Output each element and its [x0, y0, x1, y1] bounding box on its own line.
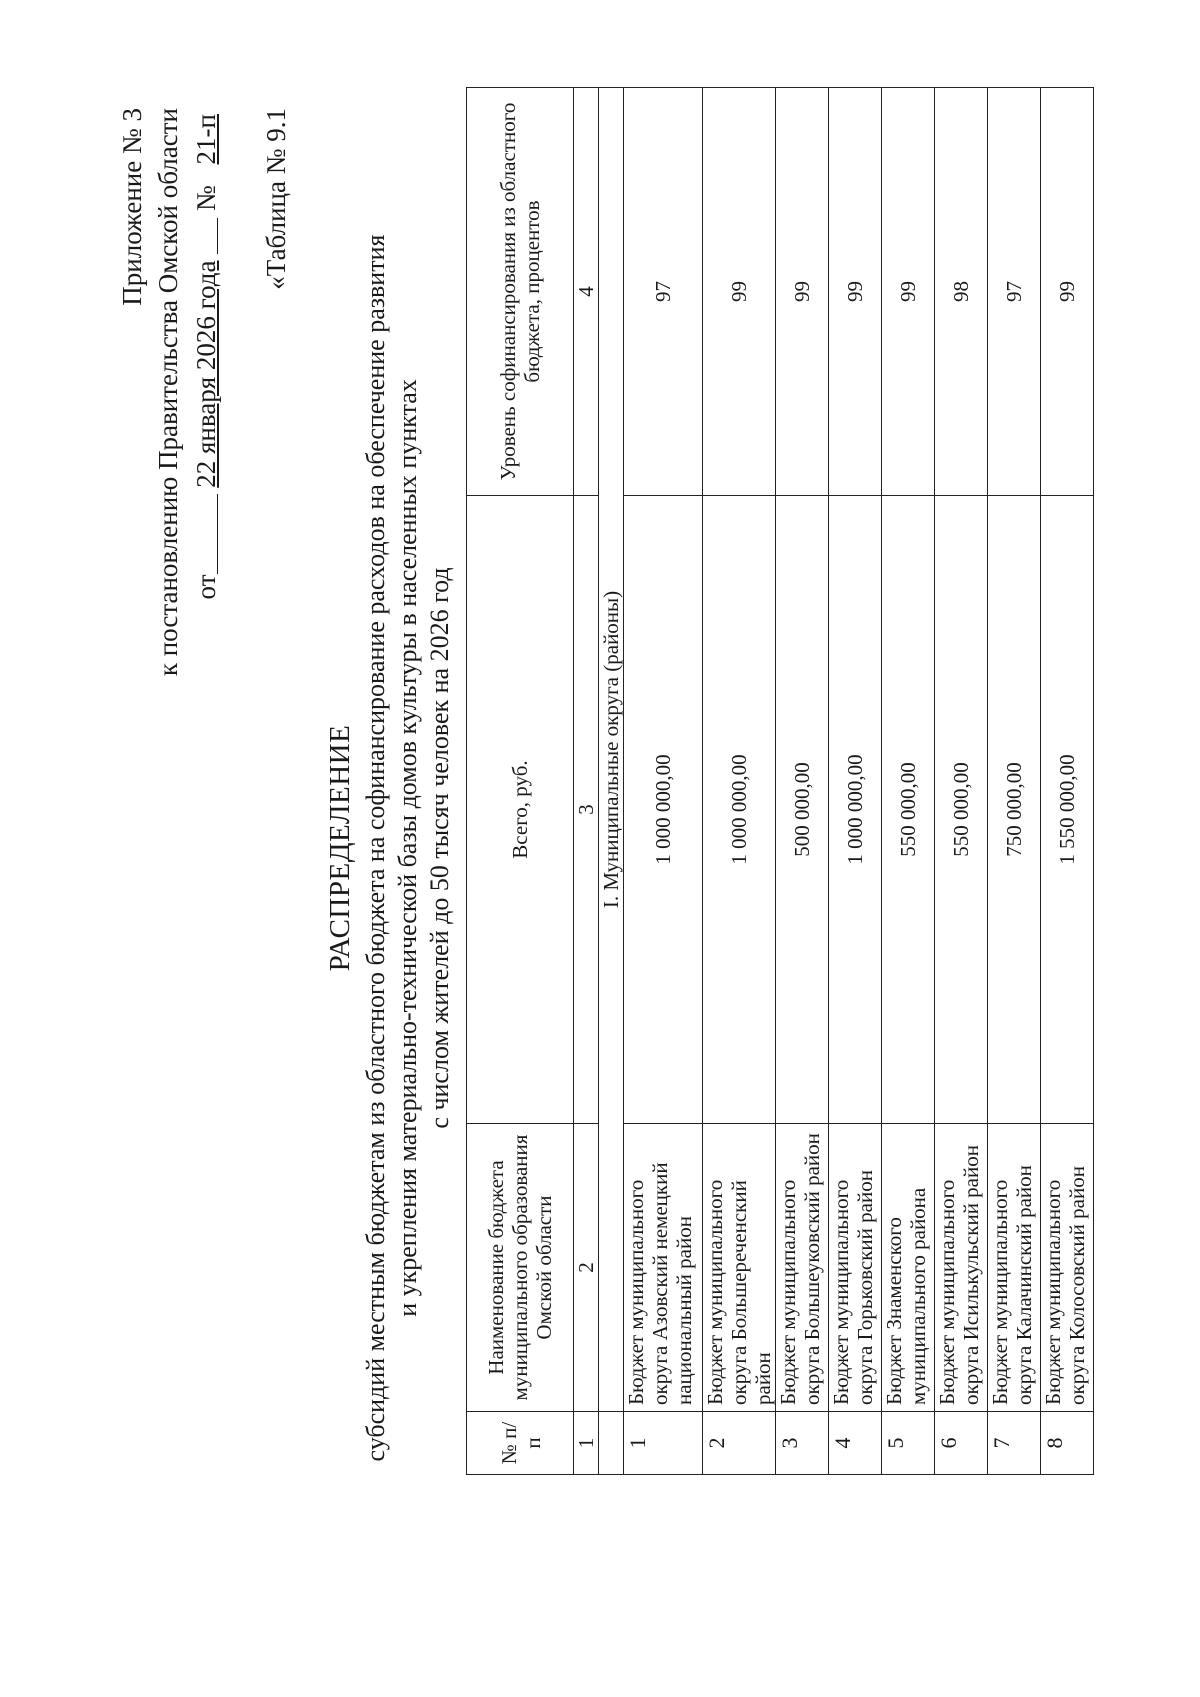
row-level: 99: [1041, 88, 1094, 496]
table-row: [1041, 88, 1094, 1475]
row-no: 1: [624, 1412, 703, 1475]
col-header-no: № п/п: [467, 1412, 574, 1475]
table-row: [829, 88, 882, 1475]
table-row: [624, 88, 703, 1475]
row-total: 1 000 000,00: [703, 496, 776, 1124]
table-row: [703, 88, 776, 1475]
resolution-number: 21-п: [191, 114, 221, 165]
row-total: 1 000 000,00: [624, 496, 703, 1124]
row-budget-name: Бюджет муниципального округа Калачинский район: [988, 1124, 1041, 1412]
row-level: 98: [935, 88, 988, 496]
row-level: 99: [882, 88, 935, 496]
row-no: 6: [935, 1412, 988, 1475]
appendix-title: Приложение № 3: [117, 108, 147, 306]
table-row: [776, 88, 829, 1475]
subtitle-line: с числом жителей до 50 тысяч человек на 2026 год: [425, 567, 454, 1129]
col-number: 3: [574, 496, 599, 1124]
row-budget-name: Бюджет муниципального округа Колосовский район: [1041, 1124, 1094, 1412]
row-total: 500 000,00: [776, 496, 829, 1124]
row-no: 5: [882, 1412, 935, 1475]
row-level: 99: [703, 88, 776, 496]
number-label: №: [191, 185, 221, 211]
table-row: [988, 88, 1041, 1475]
document-title: РАСПРЕДЕЛЕНИЕ: [324, 724, 356, 972]
row-budget-name: Бюджет муниципального округа Горьковский район: [829, 1124, 882, 1412]
appendix-reference: к постановлению Правительства Омской области: [153, 108, 183, 677]
col-number: 1: [574, 1412, 599, 1475]
row-no: 8: [1041, 1412, 1094, 1475]
table-row: [882, 88, 935, 1475]
table-row: [935, 88, 988, 1475]
row-budget-name: Бюджет Знаменского муниципального района: [882, 1124, 935, 1412]
col-header-level: Уровень софинансирования из областного бюджета, процентов: [467, 88, 574, 496]
row-budget-name: Бюджет муниципального округа Большереченский район: [703, 1124, 776, 1412]
row-no: 2: [703, 1412, 776, 1475]
table-label: «Таблица № 9.1: [261, 108, 291, 290]
section-title: I. Муниципальные округа (районы): [599, 88, 624, 1412]
col-header-total: Всего, руб.: [467, 496, 574, 1124]
table-header-row: [467, 88, 574, 1475]
subtitle-line: и укрепления материально-технической базы домов культуры в населенных пунктах: [393, 379, 422, 1317]
resolution-date-line: [190, 108, 223, 599]
col-number: 4: [574, 88, 599, 496]
col-header-name: Наименование бюджета муниципального образования Омской области: [467, 1124, 574, 1412]
section-row: [599, 88, 624, 1475]
row-total: 550 000,00: [935, 496, 988, 1124]
row-level: 99: [829, 88, 882, 496]
subtitle-line: субсидий местным бюджетам из областного бюджета на софинансирование расходов на обеспечение развития: [361, 234, 390, 1462]
row-total: 550 000,00: [882, 496, 935, 1124]
document-subtitle: [360, 88, 456, 1608]
row-budget-name: Бюджет муниципального округа Исилькульский район: [935, 1124, 988, 1412]
row-level: 99: [776, 88, 829, 496]
document-page: [40, 88, 1160, 1608]
row-no: 7: [988, 1412, 1041, 1475]
row-budget-name: Бюджет муниципального округа Большеуковский район: [776, 1124, 829, 1412]
row-no: 3: [776, 1412, 829, 1475]
row-total: 1 000 000,00: [829, 496, 882, 1124]
row-total: 1 550 000,00: [1041, 496, 1094, 1124]
row-total: 750 000,00: [988, 496, 1041, 1124]
column-number-row: [574, 88, 599, 1475]
section-spacer: [599, 1412, 624, 1475]
col-number: 2: [574, 1124, 599, 1412]
resolution-date: 22 января 2026 года: [191, 260, 221, 488]
row-level: 97: [988, 88, 1041, 496]
from-label: от: [191, 574, 221, 600]
row-level: 97: [624, 88, 703, 496]
row-budget-name: Бюджет муниципального округа Азовский немецкий национальный район: [624, 1124, 703, 1412]
row-no: 4: [829, 1412, 882, 1475]
distribution-table: [466, 87, 1094, 1475]
